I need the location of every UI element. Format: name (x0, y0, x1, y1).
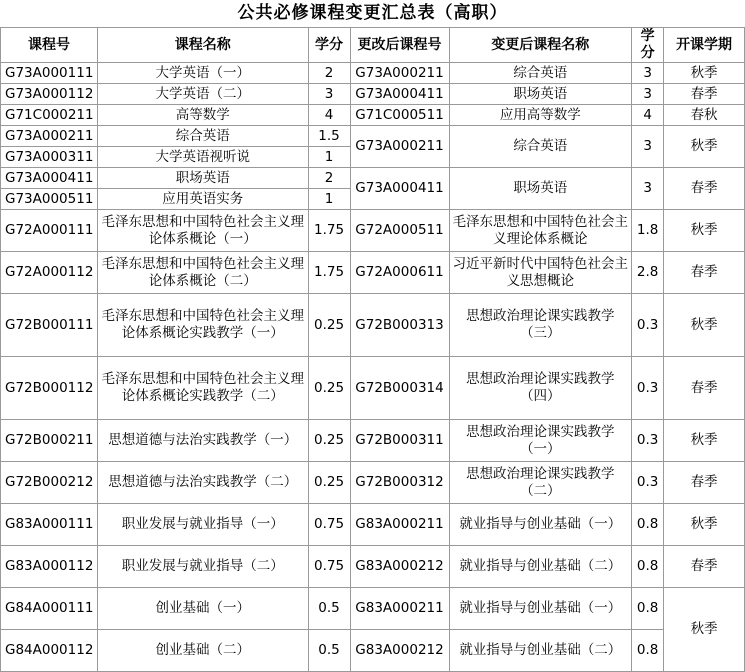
course-name: 职业发展与就业指导（一） (97, 504, 308, 546)
header-course-code: 课程号 (1, 28, 98, 63)
course-code: G73A000511 (1, 189, 98, 210)
course-code: G72A000111 (1, 210, 98, 252)
term: 春季 (664, 546, 745, 588)
new-course-name: 思想政治理论课实践教学（一） (449, 420, 632, 462)
course-code: G72A000112 (1, 252, 98, 294)
credit: 2 (308, 168, 350, 189)
course-name: 高等数学 (97, 105, 308, 126)
new-course-name: 毛泽东思想和中国特色社会主义理论体系概论 (449, 210, 632, 252)
course-name: 职场英语 (97, 168, 308, 189)
new-course-code: G72B000314 (350, 357, 449, 420)
term: 秋季 (664, 63, 745, 84)
credit: 0.75 (308, 546, 350, 588)
new-course-name: 思想政治理论课实践教学（四） (449, 357, 632, 420)
new-credit: 1.8 (632, 210, 664, 252)
credit: 1 (308, 189, 350, 210)
new-course-name: 习近平新时代中国特色社会主义思想概论 (449, 252, 632, 294)
table-row (1, 588, 745, 630)
credit: 3 (308, 84, 350, 105)
term: 春季 (664, 462, 745, 504)
header-course-name: 课程名称 (97, 28, 308, 63)
course-name: 毛泽东思想和中国特色社会主义理论体系概论实践教学（一） (97, 294, 308, 357)
credit: 1.75 (308, 252, 350, 294)
course-code: G72B000211 (1, 420, 98, 462)
new-course-name: 综合英语 (449, 63, 632, 84)
course-code: G72B000111 (1, 294, 98, 357)
credit: 0.25 (308, 420, 350, 462)
header-new-credit: 学分 (632, 28, 664, 63)
new-course-name: 应用高等数学 (449, 105, 632, 126)
new-course-code: G72A000511 (350, 210, 449, 252)
credit: 1.5 (308, 126, 350, 147)
table-row (1, 126, 745, 147)
term: 春季 (664, 252, 745, 294)
table-row (1, 168, 745, 189)
new-credit: 4 (632, 105, 664, 126)
new-credit: 3 (632, 126, 664, 168)
course-code: G73A000411 (1, 168, 98, 189)
term: 春季 (664, 84, 745, 105)
course-name: 毛泽东思想和中国特色社会主义理论体系概论（一） (97, 210, 308, 252)
table-row (1, 63, 745, 84)
new-credit: 0.3 (632, 420, 664, 462)
course-code: G73A000211 (1, 126, 98, 147)
new-credit: 2.8 (632, 252, 664, 294)
table-row (1, 357, 745, 420)
course-code: G73A000111 (1, 63, 98, 84)
course-name: 职业发展与就业指导（二） (97, 546, 308, 588)
course-change-table (0, 27, 745, 672)
new-credit: 3 (632, 168, 664, 210)
new-credit: 3 (632, 63, 664, 84)
course-name: 思想道德与法治实践教学（一） (97, 420, 308, 462)
credit: 4 (308, 105, 350, 126)
course-name: 创业基础（二） (97, 630, 308, 672)
term: 秋季 (664, 294, 745, 357)
new-credit: 0.8 (632, 546, 664, 588)
course-name: 毛泽东思想和中国特色社会主义理论体系概论实践教学（二） (97, 357, 308, 420)
new-credit: 0.3 (632, 462, 664, 504)
credit: 2 (308, 63, 350, 84)
table-row (1, 504, 745, 546)
term: 秋季 (664, 210, 745, 252)
course-code: G72B000112 (1, 357, 98, 420)
header-new-course-code: 更改后课程号 (350, 28, 449, 63)
course-name: 综合英语 (97, 126, 308, 147)
new-course-code: G83A000212 (350, 630, 449, 672)
header-new-course-name: 变更后课程名称 (449, 28, 632, 63)
course-code: G83A000112 (1, 546, 98, 588)
new-credit: 0.8 (632, 504, 664, 546)
course-code: G84A000112 (1, 630, 98, 672)
table-row (1, 462, 745, 504)
course-name: 思想道德与法治实践教学（二） (97, 462, 308, 504)
new-course-code: G73A000211 (350, 126, 449, 168)
table-row (1, 420, 745, 462)
table-row (1, 84, 745, 105)
term: 春季 (664, 168, 745, 210)
course-name: 大学英语（一） (97, 63, 308, 84)
header-term: 开课学期 (664, 28, 745, 63)
new-course-name: 就业指导与创业基础（二） (449, 546, 632, 588)
credit: 0.5 (308, 630, 350, 672)
credit: 0.25 (308, 357, 350, 420)
course-name: 大学英语视听说 (97, 147, 308, 168)
header-credit: 学分 (308, 28, 350, 63)
table-row (1, 105, 745, 126)
table-row (1, 630, 745, 672)
table-title: 公共必修课程变更汇总表（高职） (237, 3, 508, 23)
term: 秋季 (664, 420, 745, 462)
course-name: 大学英语（二） (97, 84, 308, 105)
course-name: 应用英语实务 (97, 189, 308, 210)
new-course-code: G73A000211 (350, 63, 449, 84)
new-credit: 0.3 (632, 294, 664, 357)
credit: 1 (308, 147, 350, 168)
table-row (1, 252, 745, 294)
table-row (1, 546, 745, 588)
new-course-code: G72B000313 (350, 294, 449, 357)
credit: 1.75 (308, 210, 350, 252)
new-course-name: 就业指导与创业基础（一） (449, 504, 632, 546)
header-row (1, 28, 745, 63)
course-name: 毛泽东思想和中国特色社会主义理论体系概论（二） (97, 252, 308, 294)
course-name: 创业基础（一） (97, 588, 308, 630)
term: 春秋 (664, 105, 745, 126)
term: 秋季 (664, 504, 745, 546)
course-code: G71C000211 (1, 105, 98, 126)
term: 秋季 (664, 126, 745, 168)
new-course-code: G83A000212 (350, 546, 449, 588)
new-course-name: 思想政治理论课实践教学（三） (449, 294, 632, 357)
new-course-code: G83A000211 (350, 504, 449, 546)
new-course-code: G73A000411 (350, 168, 449, 210)
new-course-code: G71C000511 (350, 105, 449, 126)
course-code: G73A000112 (1, 84, 98, 105)
new-course-name: 综合英语 (449, 126, 632, 168)
new-course-code: G72B000312 (350, 462, 449, 504)
new-course-code: G72A000611 (350, 252, 449, 294)
term: 秋季 (664, 588, 745, 672)
term: 春季 (664, 357, 745, 420)
new-course-code: G73A000411 (350, 84, 449, 105)
table-row (1, 294, 745, 357)
credit: 0.75 (308, 504, 350, 546)
credit: 0.25 (308, 462, 350, 504)
new-credit: 3 (632, 84, 664, 105)
new-course-code: G83A000211 (350, 588, 449, 630)
new-course-name: 就业指导与创业基础（一） (449, 588, 632, 630)
new-credit: 0.3 (632, 357, 664, 420)
course-code: G84A000111 (1, 588, 98, 630)
new-course-name: 职场英语 (449, 168, 632, 210)
new-course-name: 思想政治理论课实践教学（二） (449, 462, 632, 504)
new-credit: 0.8 (632, 588, 664, 630)
new-course-code: G72B000311 (350, 420, 449, 462)
course-code: G73A000311 (1, 147, 98, 168)
course-code: G83A000111 (1, 504, 98, 546)
credit: 0.5 (308, 588, 350, 630)
credit: 0.25 (308, 294, 350, 357)
table-row (1, 210, 745, 252)
new-credit: 0.8 (632, 630, 664, 672)
course-code: G72B000212 (1, 462, 98, 504)
new-course-name: 就业指导与创业基础（二） (449, 630, 632, 672)
new-course-name: 职场英语 (449, 84, 632, 105)
